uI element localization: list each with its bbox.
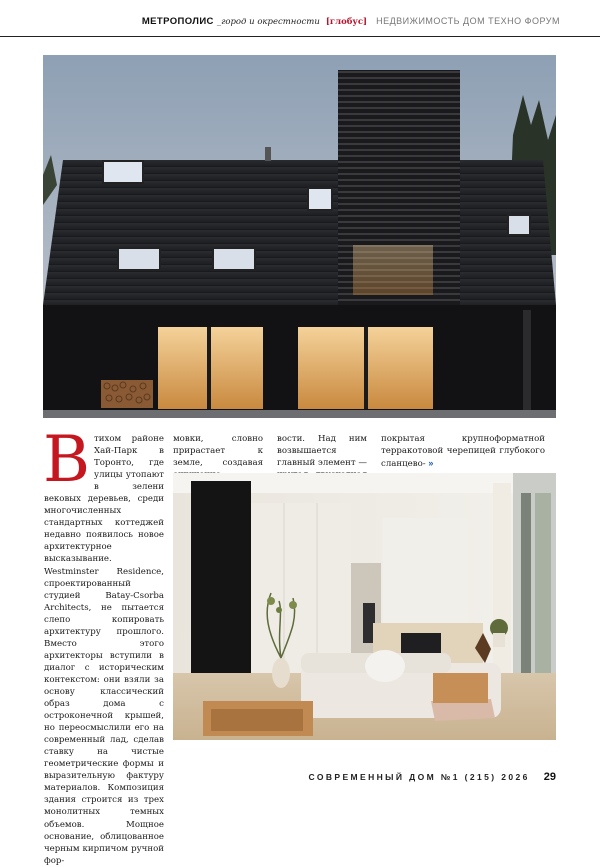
article-column-1 — [43, 423, 164, 867]
header-tag: [глобус] — [325, 17, 368, 27]
house-exterior-photo — [43, 55, 556, 418]
magazine-issue: СОВРЕМЕННЫЙ ДОМ №1 (215) 2026 — [308, 772, 530, 782]
living-room-interior-photo — [173, 473, 556, 740]
article-col3-text: вости. Над ним возвышается главный элемент — — [277, 434, 367, 469]
header-subtitle: _город и окрестности — [216, 17, 320, 27]
header-rule — [0, 36, 600, 37]
article-column-4 — [381, 433, 545, 470]
continue-arrow-icon: » — [428, 458, 434, 469]
page-footer — [300, 765, 556, 784]
article-col1-text: тихом районе Хай-Парк в Торонто, где улицы утопают в зелени вековых деревьев, среди многочисленных стандартных коттеджей недавно появилось новое архитектурное высказывание. Westminster Residence, спроектированный студией Batay-Csorba Architects, не пытается слепо копировать архитектуру прошлого. Вместо этого архитекторы вступили в диалог с историческим контекстом: они взяли за основу классический образ дома с остроконечной крышей, но переосмыслили его на современный лад, сделав ставку на чистые геометрические формы и выразительную фактуру материалов. Композиция здания строится из трех монолитных темных объемов. Мощное основание, облицованное черным кирпичом ручной фор- — [44, 434, 164, 866]
article-col2-text: мовки, словно прирастает к земле, создавая — [173, 434, 263, 469]
header-brand: МЕТРОПОЛИС — [141, 16, 214, 27]
header-sections: НЕДВИЖИМОСТЬ ДОМ ТЕХНО ФОРУМ — [376, 16, 560, 26]
running-header — [0, 16, 600, 38]
article-col4-text: покрытая крупноформатной терракотовой черепицей глубокого сланцево- — [381, 434, 545, 470]
drop-cap: В — [43, 423, 91, 497]
page-number: 29 — [543, 771, 556, 783]
